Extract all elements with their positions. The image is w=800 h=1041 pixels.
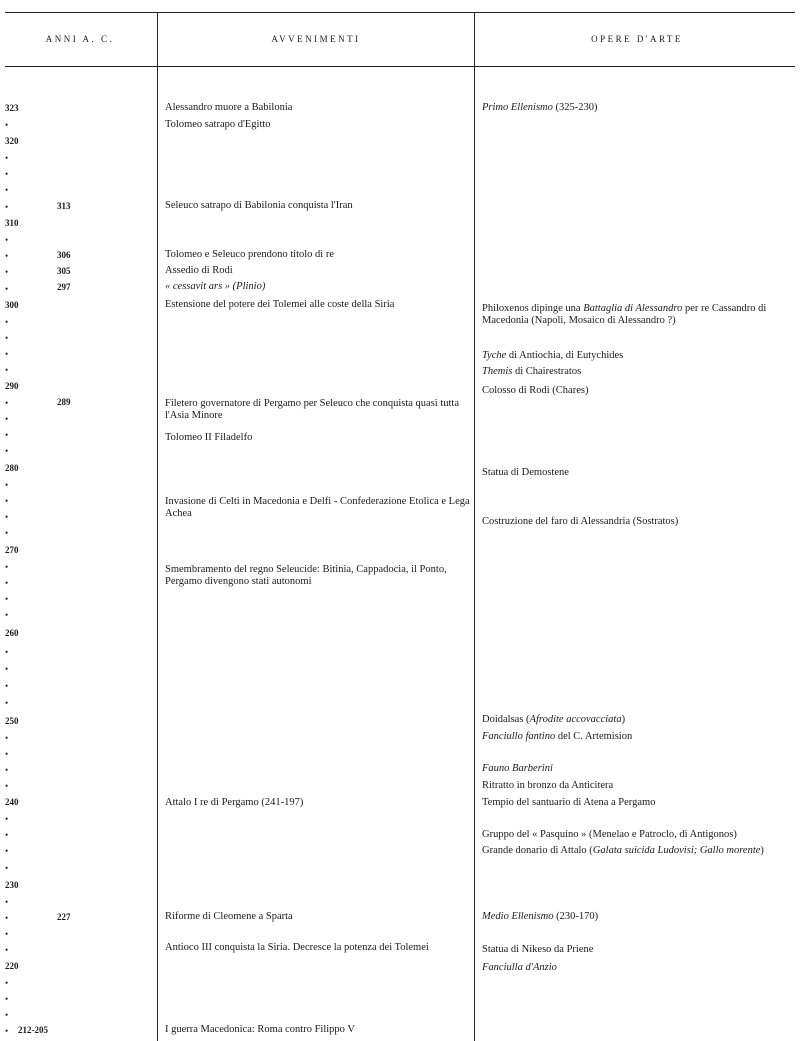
art-title: Fanciulla d'Anzio [482,962,557,973]
year-280: 280 [5,463,19,473]
event-entry: Seleuco satrapo di Babilonia conquista l'Iran [165,200,353,211]
event-entry: Filetero governatore di Pergamo per Seleuco che conquista quasi tutta l'Asia Minore [165,398,460,421]
year-dot: • [5,647,9,657]
year-dot: • [5,430,9,440]
year-dot: • [5,512,9,522]
year-290: 290 [5,381,19,391]
year-dot: • [5,610,9,620]
year-dot: • [5,185,9,195]
year-240: 240 [5,797,19,807]
year-dot: • [5,929,9,939]
art-entry: Statua di Demostene [482,467,569,478]
year-260: 260 [5,628,19,638]
event-entry: Alessandro muore a Babilonia [165,102,293,113]
year-300: 300 [5,300,19,310]
art-entry [482,731,794,743]
year-323: 323 [5,103,19,113]
year-dot: • [5,749,9,759]
year-dot: • [5,863,9,873]
art-title: Fauno Barberini [482,763,553,774]
art-entry [482,350,794,362]
event-entry: Invasione di Celti in Macedonia e Delfi - Confederazione Etolica e Lega Achea [165,496,470,519]
year-dot: • [5,202,9,212]
header-events: AVVENIMENTI [271,34,361,44]
year-dot: • [5,733,9,743]
year-dot: • [5,414,9,424]
art-title: Battaglia di Alessandro [583,303,683,314]
year-dot: • [5,251,9,261]
event-entry: Riforme di Cleomene a Sparta [165,911,293,922]
year-dot: • [5,496,9,506]
event-entry: Tolomeo e Seleuco prendono titolo di re [165,249,334,260]
art-text: di Chairestratos [512,366,582,377]
year-dot: • [5,480,9,490]
art-entry: Tempio del santuario di Atena a Pergamo [482,797,656,808]
art-entry [482,763,794,775]
year-dot: • [5,153,9,163]
art-text: (325-230) [552,102,598,113]
event-entry: I guerra Macedonica: Roma contro Filippo V [165,1024,355,1035]
year-dot: • [5,398,9,408]
art-entry [482,714,794,726]
year-dot: • [5,1010,9,1020]
event-entry: Assedio di Rodi [165,265,233,276]
year-dot: • [5,562,9,572]
year-dot: • [5,446,9,456]
art-period: Primo Ellenismo [482,102,553,113]
art-entry: Gruppo del « Pasquino » (Menelao e Patroclo, di Antigonos) [482,829,737,840]
year-dot: • [5,317,9,327]
art-text: ) [621,714,626,725]
art-text: Grande donario di Attalo ( [482,845,593,856]
year-dot: • [5,978,9,988]
year-270: 270 [5,545,19,555]
year-320: 320 [5,136,19,146]
year-dot: • [5,169,9,179]
art-title: Afrodite accovacciata [529,714,622,725]
year-dot: • [5,578,9,588]
art-text: per re Cassandro di Macedonia (Napoli, Mosaico di Alessandro ?) [482,303,767,326]
subyear-289: 289 [57,397,71,407]
art-text: (230-170) [553,911,599,922]
event-entry: Estensione del potere dei Tolemei alle coste della Siria [165,299,395,310]
column-divider-2 [474,12,475,1041]
header-art: OPERE D'ARTE [591,34,683,44]
art-entry [482,366,794,378]
subyear-227: 227 [57,912,71,922]
year-dot: • [5,267,9,277]
event-entry: Attalo I re di Pergamo (241-197) [165,797,304,808]
year-dot: • [5,284,9,294]
subyear-306: 306 [57,250,71,260]
event-entry: Tolomeo satrapo d'Egitto [165,119,271,130]
year-dot: • [5,594,9,604]
column-divider-1 [157,12,158,1041]
year-dot: • [5,528,9,538]
year-230: 230 [5,880,19,890]
event-entry: Antioco III conquista la Siria. Decresce la potenza dei Tolemei [165,942,429,953]
event-entry [165,281,470,293]
art-entry: Costruzione del faro di Alessandria (Sostratos) [482,516,679,527]
art-title: Tyche [482,350,507,361]
subyear-305: 305 [57,266,71,276]
year-dot: • [5,781,9,791]
art-entry [482,911,794,923]
art-text: del C. Artemision [555,731,633,742]
art-title: Fanciullo fantino [482,731,556,742]
header-years: ANNI A. C. [45,34,115,44]
subyear-313: 313 [57,201,71,211]
year-dot: • [5,945,9,955]
art-text: ) [760,845,764,856]
year-220: 220 [5,961,19,971]
art-entry [482,962,794,974]
art-entry [482,845,794,857]
subyear-212-205: 212-205 [18,1025,48,1035]
year-dot: • [5,333,9,343]
year-dot: • [5,830,9,840]
year-310: 310 [5,218,19,228]
year-dot: • [5,365,9,375]
art-entry: Statua di Nikeso da Priene [482,944,594,955]
year-dot: • [5,913,9,923]
year-dot: • [5,994,9,1004]
event-quote: « cessavit ars » (Plinio) [165,281,266,292]
year-dot: • [5,235,9,245]
year-dot: • [5,349,9,359]
art-entry: Ritratto in bronzo da Anticitera [482,780,614,791]
art-entry: Colosso di Rodi (Chares) [482,385,589,396]
year-dot: • [5,698,9,708]
year-dot: • [5,1026,9,1036]
year-dot: • [5,681,9,691]
art-entry [482,303,794,327]
year-dot: • [5,120,9,130]
event-entry: Smembramento del regno Seleucide: Bitinia, Cappadocia, il Ponto, Pergamo divengono stati autonomi [165,564,447,587]
header-rule [5,66,795,67]
art-entry [482,102,794,114]
art-text: di Antiochia, di Eutychides [506,350,624,361]
event-entry: Tolomeo II Filadelfo [165,432,253,443]
year-250: 250 [5,716,19,726]
art-title: Themis [482,366,513,377]
top-rule [5,12,795,13]
art-text: Philoxenos dipinge una [482,303,584,314]
year-dot: • [5,765,9,775]
year-dot: • [5,897,9,907]
subyear-297: 297 [57,282,71,292]
art-title: Galata suicida Ludovisi; Gallo morente [592,845,761,856]
year-dot: • [5,846,9,856]
art-text: Doidalsas ( [482,714,530,725]
year-dot: • [5,664,9,674]
art-period: Medio Ellenismo [482,911,554,922]
year-dot: • [5,814,9,824]
